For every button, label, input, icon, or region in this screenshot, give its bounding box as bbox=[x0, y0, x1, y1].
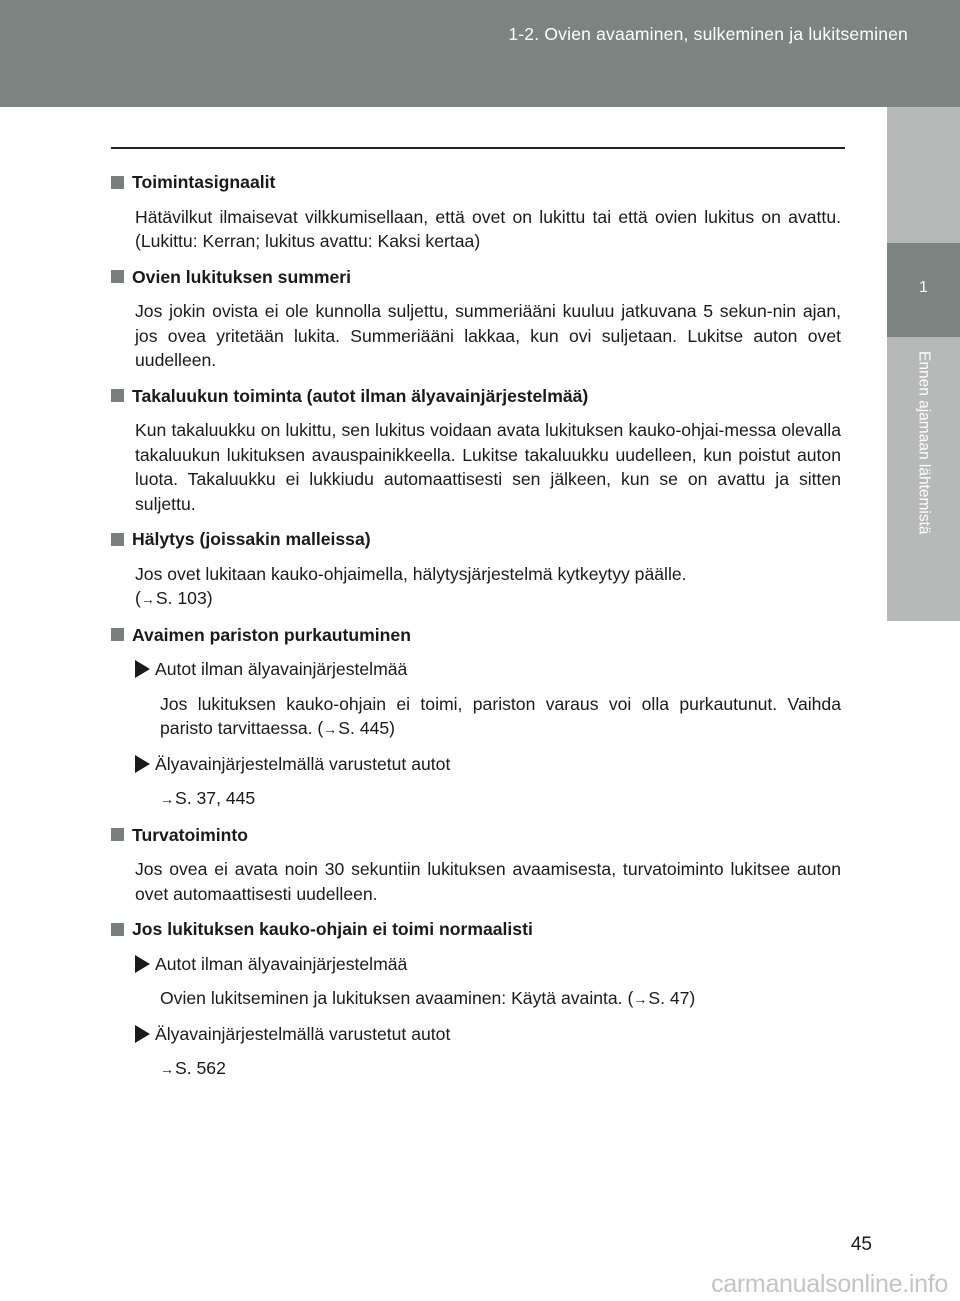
square-bullet-icon bbox=[111, 533, 124, 546]
section-body-text: Jos ovet lukitaan kauko-ohjaimella, hälytysjärjestelmä kytkeytyy päälle. bbox=[135, 563, 687, 584]
chapter-title: Ennen ajamaan lähtemistä bbox=[915, 351, 933, 535]
section-heading bbox=[111, 623, 841, 648]
square-bullet-icon bbox=[111, 828, 124, 841]
square-bullet-icon bbox=[111, 176, 124, 189]
header-divider bbox=[111, 147, 845, 149]
section-title: Turvatoiminto bbox=[132, 824, 248, 845]
chapter-tab[interactable] bbox=[887, 243, 960, 337]
section-title: Takaluukun toiminta (autot ilman älyavainjärjestelmää) bbox=[132, 385, 589, 406]
subsection-heading bbox=[111, 657, 841, 682]
chapter-number: 1 bbox=[919, 279, 928, 296]
section-body: Hätävilkut ilmaisevat vilkkumisellaan, että ovet on lukittu tai että ovien lukitus on avattu. (Lukittu: Kerran; lukitus avattu: Kaksi kertaa) bbox=[135, 206, 841, 251]
section-avaimen-pariston-purkautuminen bbox=[111, 623, 841, 812]
square-bullet-icon bbox=[111, 628, 124, 641]
subsection-text: Jos lukituksen kauko-ohjain ei toimi, pariston varaus voi olla purkautunut. Vaihda paristo tarvittaessa. ( bbox=[160, 693, 841, 738]
header-band bbox=[0, 0, 960, 107]
triangle-bullet-icon bbox=[135, 955, 150, 973]
subsection-text: Ovien lukitseminen ja lukituksen avaaminen: Käytä avainta. ( bbox=[160, 988, 634, 1008]
triangle-bullet-icon bbox=[135, 755, 150, 773]
section-heading bbox=[111, 384, 841, 409]
page-content bbox=[111, 170, 841, 1093]
triangle-bullet-icon bbox=[135, 660, 150, 678]
section-title: Toimintasignaalit bbox=[132, 172, 276, 192]
subsection-body bbox=[111, 786, 841, 812]
page-reference-link[interactable]: S. 445) bbox=[338, 718, 396, 738]
triangle-bullet-icon bbox=[135, 1025, 150, 1043]
subsection-label: Autot ilman älyavainjärjestelmää bbox=[155, 953, 408, 974]
page-reference-link[interactable]: S. 47) bbox=[648, 988, 696, 1008]
section-toimintasignaalit bbox=[111, 170, 841, 254]
section-header-title: 1-2. Ovien avaaminen, sulkeminen ja lukitseminen bbox=[508, 24, 908, 44]
subsection-body bbox=[111, 1056, 841, 1082]
page-reference-link[interactable]: S. 103) bbox=[155, 588, 213, 608]
arrow-right-icon: → bbox=[633, 991, 648, 1007]
subsection-label: Autot ilman älyavainjärjestelmää bbox=[155, 659, 408, 679]
subsection-label: Älyavainjärjestelmällä varustetut autot bbox=[155, 753, 451, 774]
section-body: Jos ovea ei avata noin 30 sekuntiin lukituksen avaamisesta, turvatoiminto lukitsee auton ovet automaattisesti uudelleen. bbox=[135, 859, 841, 904]
page-reference-link[interactable]: S. 37, 445 bbox=[175, 788, 256, 808]
section-takaluukun-toiminta bbox=[111, 384, 841, 517]
arrow-right-icon: → bbox=[323, 721, 338, 737]
subsection-heading bbox=[111, 752, 841, 777]
subsection-label: Älyavainjärjestelmällä varustetut autot bbox=[155, 1023, 451, 1044]
section-body: Jos jokin ovista ei ole kunnolla suljettu, summeriääni kuuluu jatkuvana 5 sekun-nin ajan, jos ovea yritetään lukita. Summeriääni lakkaa, kun ovi suljetaan. Lukitse auton ovet uudelleen. bbox=[135, 301, 841, 370]
subsection-body bbox=[111, 692, 841, 742]
section-heading bbox=[111, 170, 841, 195]
page-reference-link[interactable]: S. 562 bbox=[175, 1058, 226, 1078]
section-turvatoiminto bbox=[111, 823, 841, 907]
subsection-body bbox=[111, 986, 841, 1012]
arrow-right-icon: → bbox=[140, 591, 155, 607]
subsection-heading bbox=[111, 1022, 841, 1047]
section-heading bbox=[111, 823, 841, 848]
subsection-heading bbox=[111, 952, 841, 977]
side-tab-spacer bbox=[887, 107, 960, 243]
section-heading bbox=[111, 527, 841, 552]
section-title: Avaimen pariston purkautuminen bbox=[132, 624, 411, 645]
section-body bbox=[111, 562, 841, 612]
ref-paren: ( bbox=[135, 588, 141, 608]
section-body: Kun takaluukku on lukittu, sen lukitus voidaan avata lukituksen kauko-ohjai-messa olevalla takaluukun lukituksen avauspainikkeella. Lukitse takaluukku uudelleen, kun poistut auton luota. Takaluukku ei lukkiudu automaattisesti sen jälkeen, kun se on avattu ja sitten suljettu. bbox=[135, 420, 841, 514]
section-ovien-lukituksen-summeri bbox=[111, 265, 841, 373]
watermark: carmanualsonline.info bbox=[711, 1270, 948, 1298]
section-title: Ovien lukituksen summeri bbox=[132, 266, 352, 287]
section-heading bbox=[111, 917, 841, 942]
arrow-right-icon: → bbox=[160, 1061, 174, 1077]
arrow-right-icon: → bbox=[160, 791, 174, 807]
square-bullet-icon bbox=[111, 270, 124, 283]
section-kauko-ohjain-ei-toimi bbox=[111, 917, 841, 1082]
section-title: Hälytys (joissakin malleissa) bbox=[132, 529, 371, 549]
section-halytys bbox=[111, 527, 841, 612]
section-title: Jos lukituksen kauko-ohjain ei toimi normaalisti bbox=[132, 919, 533, 939]
square-bullet-icon bbox=[111, 923, 124, 936]
square-bullet-icon bbox=[111, 389, 124, 402]
section-heading bbox=[111, 265, 841, 290]
page-number: 45 bbox=[850, 1234, 872, 1255]
chapter-title-tab bbox=[887, 337, 960, 621]
